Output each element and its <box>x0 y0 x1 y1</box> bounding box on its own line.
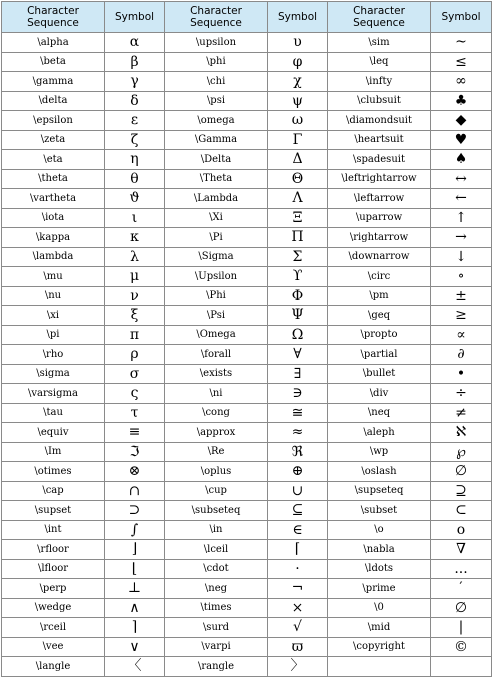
symbol-cell-col3: ♠ <box>431 150 492 170</box>
symbol-cell-col1: ν <box>105 286 165 306</box>
symbol-reference-table-container <box>1 1 491 675</box>
character-sequence-cell-col3: \partial <box>328 345 431 365</box>
symbol-cell-col1: π <box>105 325 165 345</box>
character-sequence-cell-col1: \supset <box>2 501 105 521</box>
table-row <box>2 228 492 248</box>
table-row <box>2 501 492 521</box>
symbol-cell-col3: ↔ <box>431 169 492 189</box>
symbol-cell-col3: ~ <box>431 33 492 53</box>
header-symbol-1: Symbol <box>105 2 165 33</box>
symbol-cell-col3: ◆ <box>431 111 492 131</box>
character-sequence-cell-col2: \cup <box>165 481 268 501</box>
character-sequence-cell-col3: \clubsuit <box>328 91 431 111</box>
header-symbol-3: Symbol <box>431 2 492 33</box>
character-sequence-cell-col3: \oslash <box>328 462 431 482</box>
table-row <box>2 72 492 92</box>
symbol-cell-col1: ε <box>105 111 165 131</box>
table-row <box>2 618 492 638</box>
character-sequence-cell-col1: \pi <box>2 325 105 345</box>
character-sequence-cell-col1: \nu <box>2 286 105 306</box>
character-sequence-cell-col2: \omega <box>165 111 268 131</box>
header-symbol-2: Symbol <box>268 2 328 33</box>
symbol-cell-col3: ∞ <box>431 72 492 92</box>
character-sequence-cell-col3: \leftrightarrow <box>328 169 431 189</box>
character-sequence-cell-col2: \Lambda <box>165 189 268 209</box>
symbol-cell-col2: Λ <box>268 189 328 209</box>
symbol-cell-col1: ⌋ <box>105 540 165 560</box>
symbol-cell-col3: ♣ <box>431 91 492 111</box>
character-sequence-cell-col1: \perp <box>2 579 105 599</box>
symbol-cell-col3: | <box>431 618 492 638</box>
character-sequence-cell-col1: \xi <box>2 306 105 326</box>
symbol-cell-col2: ¬ <box>268 579 328 599</box>
character-sequence-cell-col3: \downarrow <box>328 247 431 267</box>
character-sequence-cell-col2: \lceil <box>165 540 268 560</box>
character-sequence-cell-col1: \theta <box>2 169 105 189</box>
character-sequence-cell-col2: \oplus <box>165 462 268 482</box>
character-sequence-cell-col1: \kappa <box>2 228 105 248</box>
character-sequence-cell-col2: \forall <box>165 345 268 365</box>
character-sequence-cell-col2: \rangle <box>165 657 268 677</box>
symbol-cell-col2: ω <box>268 111 328 131</box>
character-sequence-cell-col1: \sigma <box>2 364 105 384</box>
symbol-cell-col3: ÷ <box>431 384 492 404</box>
character-sequence-cell-col1: \alpha <box>2 33 105 53</box>
character-sequence-cell-col3: \supseteq <box>328 481 431 501</box>
character-sequence-cell-col1: \rfloor <box>2 540 105 560</box>
symbol-cell-col1: δ <box>105 91 165 111</box>
character-sequence-cell-col3: \div <box>328 384 431 404</box>
header-row <box>2 2 492 33</box>
symbol-cell-col1: ξ <box>105 306 165 326</box>
symbol-cell-col2: ϖ <box>268 637 328 657</box>
character-sequence-cell-col2: \approx <box>165 423 268 443</box>
symbol-cell-col1: ⊃ <box>105 501 165 521</box>
character-sequence-cell-col2: \varpi <box>165 637 268 657</box>
character-sequence-cell-col3: \infty <box>328 72 431 92</box>
symbol-cell-col3: ∅ <box>431 598 492 618</box>
symbol-cell-col2: Γ <box>268 130 328 150</box>
character-sequence-cell-col2: \upsilon <box>165 33 268 53</box>
table-row <box>2 384 492 404</box>
character-sequence-cell-col3: \subset <box>328 501 431 521</box>
character-sequence-cell-col3: \rightarrow <box>328 228 431 248</box>
character-sequence-cell-col3: \spadesuit <box>328 150 431 170</box>
table-header <box>2 2 492 33</box>
symbol-cell-col3: ℘ <box>431 442 492 462</box>
symbol-cell-col3: ο <box>431 520 492 540</box>
table-row <box>2 325 492 345</box>
character-sequence-cell-col2: \Psi <box>165 306 268 326</box>
character-sequence-cell-col2: \Upsilon <box>165 267 268 287</box>
header-character-sequence-1: Character Sequence <box>2 2 105 33</box>
symbol-cell-col1: ς <box>105 384 165 404</box>
symbol-cell-col3: ± <box>431 286 492 306</box>
symbol-cell-col2: ∪ <box>268 481 328 501</box>
character-sequence-cell-col1: \zeta <box>2 130 105 150</box>
symbol-cell-col2: ⌈ <box>268 540 328 560</box>
symbol-cell-col2: ≅ <box>268 403 328 423</box>
table-row <box>2 247 492 267</box>
character-sequence-cell-col3: \bullet <box>328 364 431 384</box>
symbol-cell-col1: β <box>105 52 165 72</box>
character-sequence-cell-col3: \heartsuit <box>328 130 431 150</box>
symbol-cell-col2: Ξ <box>268 208 328 228</box>
character-sequence-cell-col3: \aleph <box>328 423 431 443</box>
character-sequence-cell-col2: \cong <box>165 403 268 423</box>
symbol-cell-col2: × <box>268 598 328 618</box>
symbol-cell-col3: ⊂ <box>431 501 492 521</box>
table-row <box>2 130 492 150</box>
character-sequence-cell-col1: \int <box>2 520 105 540</box>
table-row <box>2 169 492 189</box>
symbol-cell-col1: η <box>105 150 165 170</box>
character-sequence-cell-col2: \Theta <box>165 169 268 189</box>
character-sequence-cell-col3: \circ <box>328 267 431 287</box>
symbol-cell-col1: α <box>105 33 165 53</box>
symbol-cell-col3: ∘ <box>431 267 492 287</box>
character-sequence-cell-col2: \neg <box>165 579 268 599</box>
symbol-cell-col3: © <box>431 637 492 657</box>
symbol-cell-col1: τ <box>105 403 165 423</box>
symbol-cell-col2: ⊕ <box>268 462 328 482</box>
character-sequence-cell-col1: \mu <box>2 267 105 287</box>
character-sequence-cell-col1: \epsilon <box>2 111 105 131</box>
character-sequence-cell-col3: \prime <box>328 579 431 599</box>
symbol-cell-col3: ∂ <box>431 345 492 365</box>
symbol-cell-col3: ⊇ <box>431 481 492 501</box>
character-sequence-cell-col1: \cap <box>2 481 105 501</box>
symbol-cell-col3: ℵ <box>431 423 492 443</box>
character-sequence-cell-col3: \mid <box>328 618 431 638</box>
character-sequence-cell-col1: \lfloor <box>2 559 105 579</box>
character-sequence-cell-col2: \in <box>165 520 268 540</box>
symbol-cell-col3: ← <box>431 189 492 209</box>
symbol-cell-col2: √ <box>268 618 328 638</box>
symbol-cell-col1: ⊥ <box>105 579 165 599</box>
symbol-cell-col2: χ <box>268 72 328 92</box>
symbol-cell-col1: ι <box>105 208 165 228</box>
symbol-cell-col2: ϒ <box>268 267 328 287</box>
character-sequence-cell-col3: \neq <box>328 403 431 423</box>
table-row <box>2 442 492 462</box>
character-sequence-cell-col2: \Gamma <box>165 130 268 150</box>
character-sequence-cell-col2: \Phi <box>165 286 268 306</box>
table-row <box>2 111 492 131</box>
symbol-cell-col1: ⊗ <box>105 462 165 482</box>
character-sequence-cell-col2: \exists <box>165 364 268 384</box>
symbol-cell-col2: Σ <box>268 247 328 267</box>
table-row <box>2 579 492 599</box>
symbol-cell-col1: ℑ <box>105 442 165 462</box>
character-sequence-cell-col1: \gamma <box>2 72 105 92</box>
character-sequence-cell-col3: \wp <box>328 442 431 462</box>
character-sequence-cell-col1: \Im <box>2 442 105 462</box>
character-sequence-cell-col2: \phi <box>165 52 268 72</box>
symbol-cell-col3: ... <box>431 559 492 579</box>
symbol-cell-col2: ∀ <box>268 345 328 365</box>
symbol-cell-col3: ↑ <box>431 208 492 228</box>
character-sequence-cell-col1: \vee <box>2 637 105 657</box>
table-row <box>2 540 492 560</box>
symbol-cell-col2: Φ <box>268 286 328 306</box>
character-sequence-cell-col3: \0 <box>328 598 431 618</box>
character-sequence-cell-col1: \equiv <box>2 423 105 443</box>
table-row <box>2 52 492 72</box>
symbol-cell-col1: ⌊ <box>105 559 165 579</box>
symbol-cell-col3: ≠ <box>431 403 492 423</box>
symbol-cell-col2: ∃ <box>268 364 328 384</box>
table-row <box>2 559 492 579</box>
symbol-cell-col1: ∨ <box>105 637 165 657</box>
table-row <box>2 267 492 287</box>
character-sequence-cell-col1: \rho <box>2 345 105 365</box>
symbol-cell-col2: ℜ <box>268 442 328 462</box>
character-sequence-cell-col3: \propto <box>328 325 431 345</box>
symbol-cell-col2: Δ <box>268 150 328 170</box>
symbol-cell-col1: σ <box>105 364 165 384</box>
symbol-cell-col3: ′ <box>431 579 492 599</box>
character-sequence-cell-col2: \Delta <box>165 150 268 170</box>
character-sequence-cell-col3: \leq <box>328 52 431 72</box>
table-row <box>2 345 492 365</box>
symbol-cell-col2: φ <box>268 52 328 72</box>
symbol-cell-col1: ζ <box>105 130 165 150</box>
character-sequence-cell-col3: \ldots <box>328 559 431 579</box>
header-character-sequence-3: Character Sequence <box>328 2 431 33</box>
character-sequence-cell-col2: \chi <box>165 72 268 92</box>
symbol-cell-col2: ≈ <box>268 423 328 443</box>
character-sequence-cell-col2: \Sigma <box>165 247 268 267</box>
symbol-cell-col1: ∩ <box>105 481 165 501</box>
symbol-cell-col2: υ <box>268 33 328 53</box>
symbol-cell-col2: ∋ <box>268 384 328 404</box>
symbol-reference-table <box>1 1 492 677</box>
table-row <box>2 286 492 306</box>
symbol-cell-col3: ≥ <box>431 306 492 326</box>
symbol-cell-col1: ≡ <box>105 423 165 443</box>
character-sequence-cell-col1: \varsigma <box>2 384 105 404</box>
symbol-cell-col1: λ <box>105 247 165 267</box>
character-sequence-cell-col2: \Xi <box>165 208 268 228</box>
symbol-cell-col3: ∇ <box>431 540 492 560</box>
character-sequence-cell-col1: \delta <box>2 91 105 111</box>
symbol-cell-col1: θ <box>105 169 165 189</box>
symbol-cell-col1: ∫ <box>105 520 165 540</box>
character-sequence-cell-col2: \times <box>165 598 268 618</box>
symbol-cell-col3: → <box>431 228 492 248</box>
symbol-cell-col3: ♥ <box>431 130 492 150</box>
symbol-cell-col1: μ <box>105 267 165 287</box>
character-sequence-cell-col2: \subseteq <box>165 501 268 521</box>
character-sequence-cell-col2: \Pi <box>165 228 268 248</box>
symbol-cell-col1: 〈 <box>105 657 165 677</box>
header-character-sequence-2: Character Sequence <box>165 2 268 33</box>
symbol-cell-col2: Ω <box>268 325 328 345</box>
symbol-cell-col2: Ψ <box>268 306 328 326</box>
character-sequence-cell-col1: \eta <box>2 150 105 170</box>
symbol-cell-col2: ∈ <box>268 520 328 540</box>
character-sequence-cell-col3 <box>328 657 431 677</box>
character-sequence-cell-col3: \leftarrow <box>328 189 431 209</box>
character-sequence-cell-col1: \tau <box>2 403 105 423</box>
character-sequence-cell-col1: \lambda <box>2 247 105 267</box>
character-sequence-cell-col2: \psi <box>165 91 268 111</box>
character-sequence-cell-col1: \iota <box>2 208 105 228</box>
symbol-cell-col2: 〉 <box>268 657 328 677</box>
character-sequence-cell-col2: \cdot <box>165 559 268 579</box>
table-row <box>2 189 492 209</box>
table-row <box>2 657 492 677</box>
table-row <box>2 598 492 618</box>
table-row <box>2 423 492 443</box>
symbol-cell-col2: Π <box>268 228 328 248</box>
symbol-cell-col1: ρ <box>105 345 165 365</box>
symbol-cell-col3: • <box>431 364 492 384</box>
character-sequence-cell-col1: \otimes <box>2 462 105 482</box>
symbol-cell-col3: ∝ <box>431 325 492 345</box>
table-row <box>2 520 492 540</box>
character-sequence-cell-col2: \Omega <box>165 325 268 345</box>
character-sequence-cell-col1: \vartheta <box>2 189 105 209</box>
character-sequence-cell-col1: \wedge <box>2 598 105 618</box>
symbol-cell-col3: ∅ <box>431 462 492 482</box>
table-row <box>2 150 492 170</box>
character-sequence-cell-col3: \nabla <box>328 540 431 560</box>
character-sequence-cell-col3: \uparrow <box>328 208 431 228</box>
character-sequence-cell-col1: \beta <box>2 52 105 72</box>
character-sequence-cell-col3: \diamondsuit <box>328 111 431 131</box>
character-sequence-cell-col3: \geq <box>328 306 431 326</box>
table-row <box>2 637 492 657</box>
character-sequence-cell-col1: \rceil <box>2 618 105 638</box>
character-sequence-cell-col3: \o <box>328 520 431 540</box>
table-row <box>2 403 492 423</box>
character-sequence-cell-col2: \Re <box>165 442 268 462</box>
character-sequence-cell-col2: \ni <box>165 384 268 404</box>
table-row <box>2 208 492 228</box>
symbol-cell-col1: ϑ <box>105 189 165 209</box>
table-row <box>2 481 492 501</box>
table-body <box>2 33 492 677</box>
table-row <box>2 462 492 482</box>
symbol-cell-col3: ↓ <box>431 247 492 267</box>
table-row <box>2 33 492 53</box>
table-row <box>2 306 492 326</box>
symbol-cell-col1: κ <box>105 228 165 248</box>
symbol-cell-col1: γ <box>105 72 165 92</box>
character-sequence-cell-col1: \langle <box>2 657 105 677</box>
symbol-cell-col3: ≤ <box>431 52 492 72</box>
character-sequence-cell-col3: \copyright <box>328 637 431 657</box>
symbol-cell-col2: Θ <box>268 169 328 189</box>
character-sequence-cell-col2: \surd <box>165 618 268 638</box>
table-row <box>2 364 492 384</box>
character-sequence-cell-col3: \sim <box>328 33 431 53</box>
table-row <box>2 91 492 111</box>
symbol-cell-col1: ∧ <box>105 598 165 618</box>
symbol-cell-col1: ⌉ <box>105 618 165 638</box>
character-sequence-cell-col3: \pm <box>328 286 431 306</box>
symbol-cell-col2: ⊆ <box>268 501 328 521</box>
symbol-cell-col2: ψ <box>268 91 328 111</box>
symbol-cell-col3 <box>431 657 492 677</box>
symbol-cell-col2: · <box>268 559 328 579</box>
